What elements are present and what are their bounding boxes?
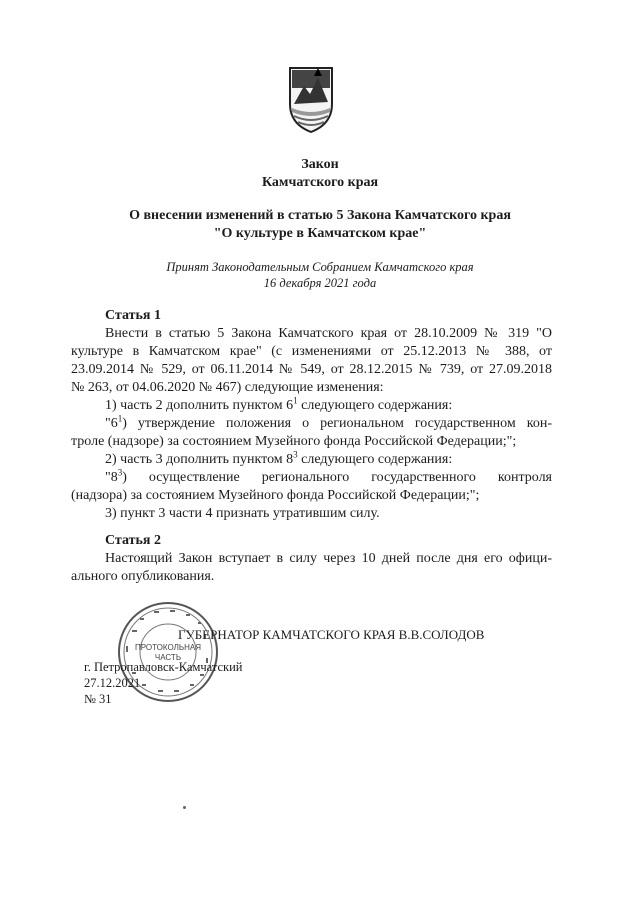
article-1-heading: Статья 1	[105, 308, 161, 323]
amendment-quote-1: "$6^1$) утверждение положения о региональном государственном кон-	[105, 413, 552, 431]
stamp-text: ПРОТОКОЛЬНАЯ	[135, 643, 201, 652]
amendment-quote-2-continued: (надзора) за состоянием Музейного фонда Российской Федерации;";	[71, 488, 480, 503]
amendment-quote-2: "$8^3$) осуществление регионального государственного контроля	[105, 467, 552, 485]
article-1-paragraph: Внести в статью 5 Закона Камчатского края от 28.10.2009 № 319 "О	[105, 326, 552, 341]
article-2-heading: Статья 2	[105, 533, 161, 548]
adoption-note: Принят Законодательным Собранием Камчатского края	[166, 260, 474, 274]
article-1-paragraph: № 263, от 04.06.2020 № 467) следующие изменения:	[71, 380, 384, 395]
governor-signature-line: ГУБЕРНАТОР КАМЧАТСКОГО КРАЯ В.В.СОЛОДОВ	[178, 627, 485, 642]
scan-speck	[183, 806, 186, 809]
amendment-quote-1-continued: троле (надзоре) за состоянием Музейного фонда Российской Федерации;";	[71, 434, 517, 449]
amendment-item-2: 2) часть 3 дополнить пунктом $8^3$ следующего содержания:	[105, 449, 453, 467]
coat-of-arms-icon	[272, 64, 350, 134]
article-1-paragraph: 23.09.2014 № 529, от 06.11.2014 № 549, от 28.12.2015 № 739, от 27.09.2018	[71, 362, 552, 377]
amendment-item-1: 1) часть 2 дополнить пунктом $6^1$ следующего содержания:	[105, 395, 453, 413]
article-2-paragraph: Настоящий Закон вступает в силу через 10 дней после дня его офици-	[105, 551, 552, 566]
law-number: № 31	[84, 692, 112, 706]
amendment-item-3: 3) пункт 3 части 4 признать утратившим силу.	[105, 506, 380, 521]
document-subject: О внесении изменений в статью 5 Закона Камчатского края	[129, 208, 511, 223]
signing-date: 27.12.2021	[84, 676, 141, 690]
signing-place: г. Петропавловск-Камчатский	[84, 660, 243, 674]
adoption-date: 16 декабря 2021 года	[263, 276, 377, 290]
article-2-paragraph: ального опубликования.	[71, 569, 215, 584]
document-title: Закон	[301, 157, 339, 172]
document-title-region: Камчатского края	[261, 175, 379, 190]
stamp-text: ЧАСТЬ	[154, 653, 182, 662]
article-1-paragraph: культуре в Камчатском крае" (с изменениями от 25.12.2013 № 388, от	[71, 344, 552, 359]
document-subject-quoted-law: "О культуре в Камчатском крае"	[213, 226, 427, 241]
